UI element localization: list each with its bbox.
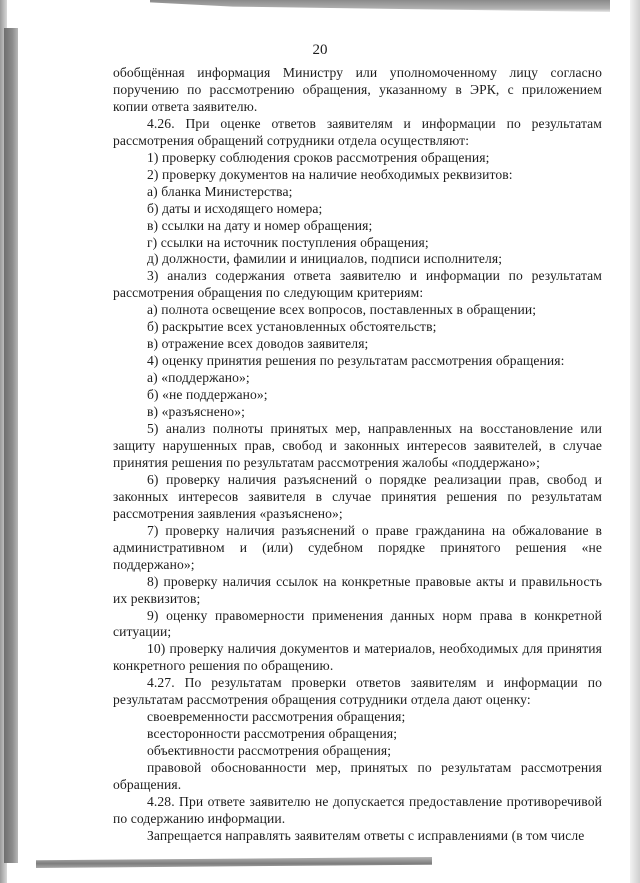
- paragraph: д) должности, фамилии и инициалов, подписи исполнителя;: [147, 251, 503, 267]
- paragraph: 9) оценку правомерности применения данных норм права в конкретной ситуации;: [113, 607, 602, 640]
- paragraph: объективности рассмотрения обращения;: [147, 743, 392, 759]
- document-body: [113, 65, 602, 845]
- paragraph: обобщённая информация Министру или уполномоченному лицу согласно поручению по рассмотрению обращения, указанному в ЭРК, с приложением копии ответа заявителю.: [113, 65, 602, 114]
- paragraph: а) бланка Министерства;: [147, 183, 293, 199]
- paragraph: 4.28. При ответе заявителю не допускается предоставление противоречивой по содержанию информации.: [113, 793, 602, 826]
- paragraph: 10) проверку наличия документов и материалов, необходимых для принятия конкретного решения по обращению.: [113, 641, 602, 674]
- paragraph: а) «поддержано»;: [147, 370, 250, 386]
- paragraph: 8) проверку наличия ссылок на конкретные правовые акты и правильность их реквизитов;: [113, 573, 602, 606]
- paragraph: б) раскрытие всех установленных обстоятельств;: [147, 319, 437, 335]
- paragraph: б) даты и исходящего номера;: [147, 200, 323, 216]
- paragraph: 7) проверку наличия разъяснений о праве гражданина на обжалование в административном и (или) судебном порядке принятого решения «не поддержано»;: [113, 522, 602, 572]
- paragraph: 6) проверку наличия разъяснений о порядке реализации прав, свобод и законных интересов заявителя в случае принятия решения по результатам рассмотрения заявления «разъяснено»;: [113, 471, 602, 521]
- page-number: 20: [312, 42, 328, 58]
- paragraph: всесторонности рассмотрения обращения;: [147, 726, 398, 742]
- scan-edge-left: [4, 28, 18, 863]
- paragraph: 1) проверку соблюдения сроков рассмотрения обращения;: [147, 149, 490, 165]
- paragraph: г) ссылки на источник поступления обращения;: [147, 234, 429, 250]
- paragraph: 5) анализ полноты принятых мер, направленных на восстановление или защиту нарушенных прав, свобод и законных интересов заявителей, в случае принятия решения по результатам рассмотрения жалобы «поддержано»;: [113, 421, 602, 470]
- paragraph: в) отражение всех доводов заявителя;: [147, 336, 369, 352]
- paragraph: в) «разъяснено»;: [147, 404, 245, 420]
- paragraph: своевременности рассмотрения обращения;: [147, 709, 406, 725]
- paragraph: 4) оценку принятия решения по результатам рассмотрения обращения:: [147, 353, 565, 369]
- paragraph: 3) анализ содержания ответа заявителю и информации по результатам рассмотрения обращения по следующим критериям:: [113, 268, 602, 301]
- scan-edge-top: [150, 0, 610, 12]
- paragraph: в) ссылки на дату и номер обращения;: [147, 217, 373, 233]
- paragraph: правовой обоснованности мер, принятых по результатам рассмотрения обращения.: [113, 760, 602, 793]
- paragraph: Запрещается направлять заявителям ответы с исправлениями (в том числе: [147, 827, 585, 843]
- paragraph: а) полнота освещение всех вопросов, поставленных в обращении;: [147, 302, 537, 318]
- scan-shadow-right: [630, 0, 640, 883]
- paragraph: 4.27. По результатам проверки ответов заявителям и информации по результатам рассмотрения обращения сотрудники отдела дают оценку:: [113, 675, 602, 708]
- paragraph: 4.26. При оценке ответов заявителям и информации по результатам рассмотрения обращений сотрудники отдела осуществляют:: [113, 115, 602, 148]
- paragraph: 2) проверку документов на наличие необходимых реквизитов:: [147, 166, 513, 182]
- paragraph: б) «не поддержано»;: [147, 387, 268, 403]
- scan-edge-bottom: [36, 857, 432, 868]
